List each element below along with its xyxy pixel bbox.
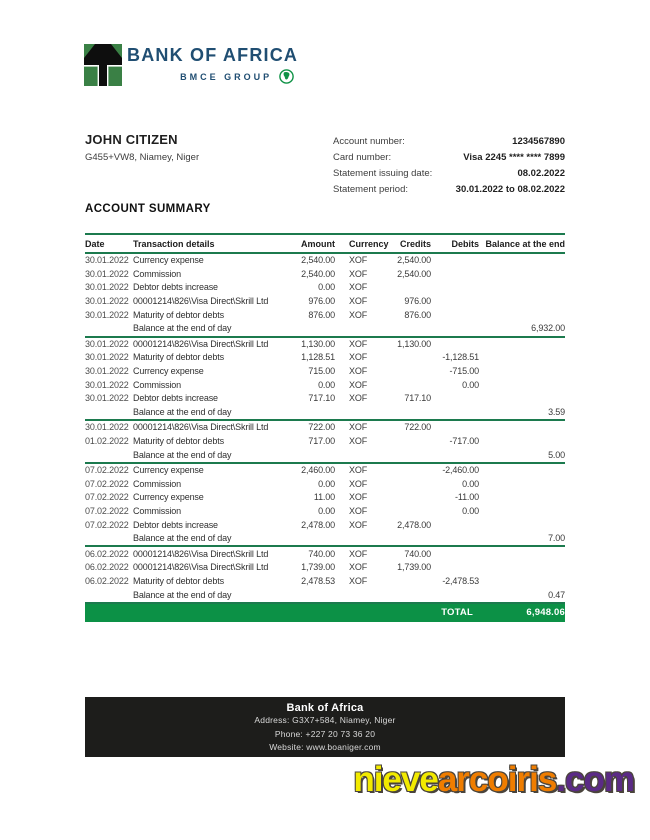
table-cell-credits — [385, 491, 431, 505]
table-row — [85, 295, 565, 309]
total-value: 6,948.06 — [479, 603, 565, 622]
table-cell-amount: 2,478.00 — [301, 519, 335, 530]
table-cell-debits: 0.00 — [462, 505, 479, 516]
table-row — [85, 435, 565, 449]
table-cell-date: 30.01.2022 — [85, 255, 129, 266]
table-cell-details: Currency expense — [133, 255, 204, 266]
table-cell-balance — [479, 505, 565, 519]
table-cell-date: 30.01.2022 — [85, 338, 129, 349]
table-cell-amount — [283, 588, 335, 603]
table-cell-details: 00001214\826\Visa Direct\Skrill Ltd — [133, 562, 269, 573]
table-cell-debits — [431, 406, 479, 421]
table-cell-credits: 976.00 — [404, 296, 431, 307]
table-cell-balance — [479, 365, 565, 379]
table-header-cell: Balance at the end — [479, 234, 565, 253]
table-cell-amount — [283, 406, 335, 421]
table-cell-debits: -1,128.51 — [442, 352, 479, 363]
table-cell-debits: -2,478.53 — [442, 575, 479, 586]
footer-contact-box — [85, 697, 565, 757]
account-info-value: Visa 2245 **** **** 7899 — [463, 152, 565, 163]
table-cell-date: 01.02.2022 — [85, 436, 129, 447]
table-cell-date: 30.01.2022 — [85, 268, 129, 279]
day-balance-label: Balance at the end of day — [133, 448, 283, 463]
watermark-segment: .com — [556, 760, 634, 799]
day-balance-label: Balance at the end of day — [133, 588, 283, 603]
table-cell-amount: 976.00 — [308, 296, 335, 307]
table-cell-date: 07.02.2022 — [85, 505, 129, 516]
table-cell-amount — [283, 532, 335, 547]
table-cell-date: 30.01.2022 — [85, 422, 129, 433]
table-cell-currency: XOF — [349, 575, 368, 586]
table-cell-currency: XOF — [349, 282, 368, 293]
table-cell-debits — [431, 337, 479, 352]
table-cell-amount: 717.10 — [308, 393, 335, 404]
table-cell-date: 30.01.2022 — [85, 379, 129, 390]
table-cell-debits — [431, 546, 479, 561]
table-cell-debits — [431, 268, 479, 282]
globe-icon — [279, 69, 294, 84]
table-row — [85, 365, 565, 379]
table-cell-details: Commission — [133, 268, 182, 279]
table-cell-date: 06.02.2022 — [85, 562, 129, 573]
table-cell-balance — [479, 491, 565, 505]
table-cell-currency — [335, 322, 385, 337]
table-body — [85, 253, 565, 622]
day-balance-value: 6,932.00 — [479, 322, 565, 337]
table-row — [85, 351, 565, 365]
table-row — [85, 253, 565, 268]
table-cell-details: Commission — [133, 478, 182, 489]
table-cell-currency: XOF — [349, 255, 368, 266]
day-balance-label: Balance at the end of day — [133, 532, 283, 547]
table-cell-details: Maturity of debtor debts — [133, 309, 224, 320]
table-cell-details: 00001214\826\Visa Direct\Skrill Ltd — [133, 296, 269, 307]
table-cell-credits — [385, 435, 431, 449]
table-cell-credits: 1,739.00 — [397, 562, 431, 573]
table-cell-currency: XOF — [349, 422, 368, 433]
table-cell-credits — [385, 505, 431, 519]
table-row — [85, 478, 565, 492]
table-cell-amount — [283, 448, 335, 463]
table-cell-balance — [479, 463, 565, 478]
day-balance-row — [85, 322, 565, 337]
table-cell-balance — [479, 478, 565, 492]
table-cell-credits: 717.10 — [404, 393, 431, 404]
bank-of-africa-logo-icon — [84, 44, 122, 86]
table-row — [85, 546, 565, 561]
table-row — [85, 392, 565, 406]
table-cell-debits — [431, 322, 479, 337]
account-info-label: Statement issuing date: — [333, 168, 433, 179]
table-cell-debits — [431, 253, 479, 268]
account-info-row — [333, 134, 565, 150]
table-cell-credits: 2,540.00 — [397, 255, 431, 266]
table-cell-amount: 2,540.00 — [301, 268, 335, 279]
table-cell-balance — [479, 575, 565, 589]
table-cell-date — [85, 322, 133, 337]
footer-line: Address: G3X7+584, Niamey, Niger — [254, 715, 396, 725]
account-info-row — [333, 182, 565, 198]
table-cell-date: 30.01.2022 — [85, 282, 129, 293]
table-row — [85, 463, 565, 478]
table-header-row — [85, 234, 565, 253]
day-balance-row — [85, 406, 565, 421]
table-cell-currency: XOF — [349, 478, 368, 489]
table-cell-details: Debtor debts increase — [133, 519, 218, 530]
table-row — [85, 505, 565, 519]
brand-header — [84, 44, 298, 86]
watermark-segment: nieve — [353, 760, 438, 799]
table-cell-amount: 11.00 — [313, 492, 335, 503]
table-cell-credits: 2,540.00 — [397, 268, 431, 279]
table-cell-credits — [385, 378, 431, 392]
day-balance-value: 0.47 — [479, 588, 565, 603]
brand-subtitle: BMCE GROUP — [180, 71, 273, 82]
table-cell-details: Maturity of debtor debts — [133, 575, 224, 586]
account-holder-block — [85, 132, 199, 198]
table-cell-date: 07.02.2022 — [85, 519, 129, 530]
table-cell-debits: 0.00 — [462, 379, 479, 390]
table-cell-amount: 0.00 — [318, 478, 335, 489]
table-cell-currency: XOF — [349, 548, 368, 559]
table-cell-currency: XOF — [349, 465, 368, 476]
table-cell-details: 00001214\826\Visa Direct\Skrill Ltd — [133, 338, 269, 349]
table-cell-amount: 876.00 — [308, 309, 335, 320]
table-cell-debits — [431, 420, 479, 435]
table-cell-debits — [431, 518, 479, 532]
table-cell-amount: 740.00 — [308, 548, 335, 559]
table-cell-amount: 1,739.00 — [301, 562, 335, 573]
table-cell-debits — [431, 532, 479, 547]
table-cell-details: Maturity of debtor debts — [133, 352, 224, 363]
table-cell-date: 07.02.2022 — [85, 465, 129, 476]
table-cell-debits — [431, 392, 479, 406]
table-cell-details: 00001214\826\Visa Direct\Skrill Ltd — [133, 422, 269, 433]
table-cell-date: 07.02.2022 — [85, 478, 129, 489]
watermark-segment: arcoiris — [437, 760, 557, 799]
table-cell-debits — [431, 588, 479, 603]
table-cell-balance — [479, 435, 565, 449]
table-cell-amount: 2,540.00 — [301, 255, 335, 266]
table-cell-currency: XOF — [349, 379, 368, 390]
table-cell-credits — [385, 588, 431, 603]
table-row — [85, 337, 565, 352]
day-balance-label: Balance at the end of day — [133, 406, 283, 421]
footer-lines — [85, 714, 565, 755]
table-header-cell: Debits — [431, 234, 479, 253]
day-balance-label: Balance at the end of day — [133, 322, 283, 337]
table-cell-credits — [385, 478, 431, 492]
watermark-nievearcoiris — [353, 760, 634, 800]
table-cell-date — [85, 532, 133, 547]
account-info-row — [333, 150, 565, 166]
table-cell-details: 00001214\826\Visa Direct\Skrill Ltd — [133, 548, 269, 559]
table-cell-credits: 722.00 — [404, 422, 431, 433]
table-cell-currency: XOF — [349, 268, 368, 279]
day-balance-value: 5.00 — [479, 448, 565, 463]
table-cell-details: Currency expense — [133, 492, 204, 503]
table-cell-credits — [385, 406, 431, 421]
day-balance-row — [85, 448, 565, 463]
table-header-cell: Amount — [283, 234, 335, 253]
table-cell-credits — [385, 463, 431, 478]
table-cell-balance — [479, 268, 565, 282]
table-cell-amount: 1,128.51 — [301, 352, 335, 363]
table-cell-amount: 0.00 — [318, 379, 335, 390]
table-cell-date: 06.02.2022 — [85, 548, 129, 559]
table-cell-debits: 0.00 — [462, 478, 479, 489]
table-cell-currency: XOF — [349, 562, 368, 573]
account-info-block — [333, 134, 565, 198]
footer-line: Website: www.boaniger.com — [269, 742, 381, 752]
table-header-cell: Currency — [335, 234, 385, 253]
table-cell-balance — [479, 351, 565, 365]
day-balance-value: 7.00 — [479, 532, 565, 547]
footer-bank-name: Bank of Africa — [286, 702, 364, 714]
table-cell-balance — [479, 295, 565, 309]
account-info-label: Card number: — [333, 152, 392, 163]
table-header-cell: Transaction details — [133, 234, 283, 253]
table-row — [85, 561, 565, 575]
table-cell-date: 30.01.2022 — [85, 366, 129, 377]
table-cell-amount: 717.00 — [308, 436, 335, 447]
table-row — [85, 575, 565, 589]
table-cell-currency — [335, 532, 385, 547]
table-cell-currency: XOF — [349, 436, 368, 447]
table-cell-currency: XOF — [349, 366, 368, 377]
table-cell-currency: XOF — [349, 519, 368, 530]
total-row — [85, 603, 565, 622]
table-cell-balance — [479, 378, 565, 392]
table-cell-credits: 1,130.00 — [397, 338, 431, 349]
account-info-label: Account number: — [333, 136, 405, 147]
table-cell-currency: XOF — [349, 309, 368, 320]
table-cell-amount: 1,130.00 — [301, 338, 335, 349]
table-cell-debits — [431, 448, 479, 463]
table-row — [85, 518, 565, 532]
table-row — [85, 281, 565, 295]
table-row — [85, 378, 565, 392]
table-cell-credits — [385, 322, 431, 337]
table-cell-debits: -11.00 — [455, 492, 479, 503]
table-row — [85, 420, 565, 435]
table-cell-date — [85, 406, 133, 421]
day-balance-row — [85, 532, 565, 547]
table-cell-debits — [431, 281, 479, 295]
table-cell-balance — [479, 561, 565, 575]
table-cell-debits: -715.00 — [449, 366, 479, 377]
account-info-value: 08.02.2022 — [517, 168, 565, 179]
table-cell-date — [85, 448, 133, 463]
table-cell-debits — [431, 308, 479, 322]
table-cell-debits — [431, 295, 479, 309]
table-cell-credits — [385, 365, 431, 379]
table-cell-amount: 715.00 — [308, 366, 335, 377]
table-cell-date: 07.02.2022 — [85, 492, 129, 503]
table-cell-currency: XOF — [349, 492, 368, 503]
account-info-label: Statement period: — [333, 184, 408, 195]
account-summary-table — [85, 233, 565, 622]
account-info-value: 1234567890 — [512, 136, 565, 147]
table-cell-date: 06.02.2022 — [85, 575, 129, 586]
day-balance-row — [85, 588, 565, 603]
account-holder-name: JOHN CITIZEN — [85, 132, 178, 147]
account-holder-address: G455+VW8, Niamey, Niger — [85, 152, 200, 163]
table-cell-debits: -717.00 — [449, 436, 479, 447]
table-cell-currency: XOF — [349, 296, 368, 307]
table-cell-credits — [385, 448, 431, 463]
table-cell-debits — [431, 561, 479, 575]
table-cell-balance — [479, 546, 565, 561]
table-row — [85, 308, 565, 322]
table-cell-details: Currency expense — [133, 366, 204, 377]
table-row — [85, 268, 565, 282]
footer-line: Phone: +227 20 73 36 20 — [274, 728, 376, 739]
table-cell-amount: 2,460.00 — [301, 465, 335, 476]
table-cell-currency — [335, 588, 385, 603]
day-balance-value: 3.59 — [479, 406, 565, 421]
total-label: TOTAL — [85, 603, 479, 622]
table-cell-debits: -2,460.00 — [442, 465, 479, 476]
table-cell-credits: 740.00 — [404, 548, 431, 559]
table-cell-currency — [335, 448, 385, 463]
table-header-cell: Date — [85, 234, 133, 253]
table-cell-credits — [385, 351, 431, 365]
table-cell-details: Debtor debts increase — [133, 282, 218, 293]
table-cell-balance — [479, 518, 565, 532]
table-cell-currency: XOF — [349, 393, 368, 404]
table-cell-balance — [479, 337, 565, 352]
table-cell-details: Commission — [133, 379, 182, 390]
table-cell-amount: 0.00 — [318, 282, 335, 293]
table-cell-currency: XOF — [349, 352, 368, 363]
table-cell-currency: XOF — [349, 505, 368, 516]
table-cell-balance — [479, 253, 565, 268]
table-row — [85, 491, 565, 505]
table-cell-amount — [283, 322, 335, 337]
table-cell-amount: 2,478.53 — [301, 575, 335, 586]
table-cell-amount: 0.00 — [318, 505, 335, 516]
table-cell-credits: 2,478.00 — [397, 519, 431, 530]
table-cell-date: 30.01.2022 — [85, 352, 129, 363]
table-cell-currency — [335, 406, 385, 421]
table-cell-details: Commission — [133, 505, 182, 516]
table-cell-date — [85, 588, 133, 603]
table-cell-details: Maturity of debtor debts — [133, 436, 224, 447]
table-cell-details: Debtor debts increase — [133, 393, 218, 404]
account-info-row — [333, 166, 565, 182]
section-title: ACCOUNT SUMMARY — [85, 203, 211, 215]
table-cell-balance — [479, 281, 565, 295]
table-cell-credits — [385, 532, 431, 547]
table-cell-credits — [385, 281, 431, 295]
table-cell-balance — [479, 392, 565, 406]
table-cell-balance — [479, 308, 565, 322]
table-header-cell: Credits — [385, 234, 431, 253]
table-cell-date: 30.01.2022 — [85, 309, 129, 320]
table-cell-credits: 876.00 — [404, 309, 431, 320]
table-cell-date: 30.01.2022 — [85, 393, 129, 404]
table-cell-date: 30.01.2022 — [85, 296, 129, 307]
statement-meta — [85, 132, 565, 198]
table-cell-details: Currency expense — [133, 465, 204, 476]
table-cell-balance — [479, 420, 565, 435]
brand-title: BANK OF AFRICA — [127, 45, 299, 65]
table-cell-credits — [385, 575, 431, 589]
table-header — [85, 234, 565, 253]
account-summary-table-wrap — [85, 233, 565, 622]
table-cell-amount: 722.00 — [308, 422, 335, 433]
brand-text — [127, 44, 298, 84]
account-info-value: 30.01.2022 to 08.02.2022 — [455, 184, 565, 195]
table-cell-currency: XOF — [349, 338, 368, 349]
